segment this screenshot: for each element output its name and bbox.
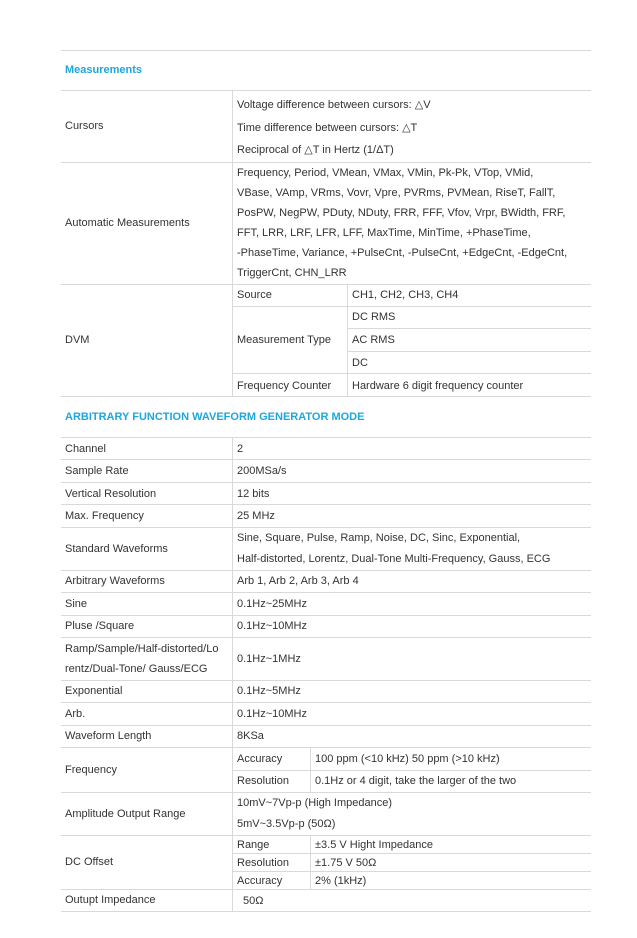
automatic-measurements-line: -PhaseTime, Variance, +PulseCnt, -PulseCnt, +EdgeCnt, -EdgeCnt, (237, 247, 568, 259)
column-divider (232, 90, 233, 396)
divider (61, 747, 591, 748)
divider (233, 871, 591, 872)
column-divider (347, 284, 348, 396)
row-label-max-frequency: Max. Frequency (65, 510, 144, 522)
cursor-value: Time difference between cursors: △T (237, 122, 418, 134)
divider (233, 853, 591, 854)
sine-value: 0.1Hz~25MHz (237, 598, 308, 610)
row-label-arb: Arb. (65, 708, 86, 720)
row-label-dvm: DVM (65, 334, 90, 346)
divider (61, 889, 591, 890)
output-impedance-value: 50Ω (243, 895, 264, 907)
frequency-accuracy-value: 100 ppm (<10 kHz) 50 ppm (>10 kHz) (315, 753, 500, 765)
cursor-value: Reciprocal of △T in Hertz (1/ΔT) (237, 144, 394, 156)
top-divider (61, 50, 591, 51)
divider (61, 725, 591, 726)
dvm-type-value: DC (352, 357, 368, 369)
dvm-source-value: CH1, CH2, CH3, CH4 (352, 289, 459, 301)
channel-value: 2 (237, 443, 244, 455)
dc-offset-range-value: ±3.5 V Hight Impedance (315, 839, 433, 851)
section-title-awg: ARBITRARY FUNCTION WAVEFORM GENERATOR MODE (65, 411, 365, 423)
dc-offset-accuracy-label: Accuracy (237, 875, 283, 887)
waveform-length-value: 8KSa (237, 730, 264, 742)
row-label-standard-waveforms: Standard Waveforms (65, 543, 168, 555)
frequency-resolution-label: Resolution (237, 775, 289, 787)
row-label-output-impedance: Outupt Impedance (65, 894, 156, 906)
divider (61, 504, 591, 505)
row-label-ramp-group: rentz/Dual-Tone/ Gauss/ECG (65, 663, 208, 675)
column-divider (232, 437, 233, 911)
row-label-arbitrary-waveforms: Arbitrary Waveforms (65, 575, 165, 587)
row-label-ramp-group: Ramp/Sample/Half-distorted/Lo (65, 643, 219, 655)
divider (61, 680, 591, 681)
automatic-measurements-line: PosPW, NegPW, PDuty, NDuty, FRR, FFF, Vfov, Vrpr, BWidth, FRF, (237, 207, 566, 219)
automatic-measurements-line: FFT, LRR, LRF, LFR, LFF, MaxTime, MinTime, +PhaseTime, (237, 227, 531, 239)
divider (61, 792, 591, 793)
divider (233, 373, 591, 374)
amplitude-line: 10mV~7Vp-p (High Impedance) (237, 797, 392, 809)
column-divider (310, 747, 311, 792)
row-label-frequency: Frequency (65, 764, 117, 776)
divider (61, 592, 591, 593)
automatic-measurements-line: TriggerCnt, CHN_LRR (237, 267, 347, 279)
arb-value: 0.1Hz~10MHz (237, 708, 308, 720)
section-title-measurements: Measurements (65, 64, 143, 76)
row-label-sine: Sine (65, 598, 88, 610)
max-frequency-value: 25 MHz (237, 510, 275, 522)
divider (61, 90, 591, 91)
pulse-square-value: 0.1Hz~10MHz (237, 620, 308, 632)
dvm-source-label: Source (237, 289, 272, 301)
row-label-vertical-resolution: Vertical Resolution (65, 488, 157, 500)
automatic-measurements-line: VBase, VAmp, VRms, Vovr, Vpre, PVRms, PVMean, RiseT, FallT, (237, 187, 556, 199)
dvm-counter-label: Frequency Counter (237, 380, 332, 392)
row-label-sample-rate: Sample Rate (65, 465, 129, 477)
vertical-resolution-value: 12 bits (237, 488, 270, 500)
divider (348, 351, 591, 352)
sample-rate-value: 200MSa/s (237, 465, 287, 477)
automatic-measurements-line: Frequency, Period, VMean, VMax, VMin, Pk-Pk, VTop, VMid, (237, 167, 534, 179)
dc-offset-range-label: Range (237, 839, 270, 851)
row-label-amplitude-output-range: Amplitude Output Range (65, 808, 186, 820)
divider (61, 615, 591, 616)
divider (61, 702, 591, 703)
exponential-value: 0.1Hz~5MHz (237, 685, 301, 697)
divider (348, 328, 591, 329)
row-label-waveform-length: Waveform Length (65, 730, 152, 742)
row-label-automatic-measurements: Automatic Measurements (65, 217, 190, 229)
divider (61, 162, 591, 163)
divider (61, 396, 591, 397)
divider (61, 570, 591, 571)
row-label-cursors: Cursors (65, 120, 104, 132)
dvm-counter-value: Hardware 6 digit frequency counter (352, 380, 524, 392)
row-label-dc-offset: DC Offset (65, 856, 114, 868)
row-label-exponential: Exponential (65, 685, 123, 697)
arbitrary-waveforms-value: Arb 1, Arb 2, Arb 3, Arb 4 (237, 575, 359, 587)
standard-waveforms-line: Sine, Square, Pulse, Ramp, Noise, DC, Sinc, Exponential, (237, 532, 521, 544)
row-label-channel: Channel (65, 443, 106, 455)
divider (233, 770, 591, 771)
divider (61, 835, 591, 836)
divider (61, 637, 591, 638)
divider (61, 459, 591, 460)
ramp-group-value: 0.1Hz~1MHz (237, 653, 301, 665)
dvm-type-value: AC RMS (352, 334, 395, 346)
divider (61, 284, 591, 285)
divider (61, 437, 591, 438)
standard-waveforms-line: Half-distorted, Lorentz, Dual-Tone Multi-Frequency, Gauss, ECG (237, 553, 551, 565)
dvm-type-label: Measurement Type (237, 334, 331, 346)
dc-offset-accuracy-value: 2% (1kHz) (315, 875, 367, 887)
divider (233, 306, 591, 307)
dc-offset-resolution-value: ±1.75 V 50Ω (315, 857, 377, 869)
amplitude-line: 5mV~3.5Vp-p (50Ω) (237, 818, 336, 830)
bottom-divider (61, 911, 591, 912)
frequency-resolution-value: 0.1Hz or 4 digit, take the larger of the two (315, 775, 517, 787)
divider (61, 527, 591, 528)
dvm-type-value: DC RMS (352, 311, 396, 323)
divider (61, 482, 591, 483)
frequency-accuracy-label: Accuracy (237, 753, 283, 765)
cursor-value: Voltage difference between cursors: △V (237, 99, 431, 111)
dc-offset-resolution-label: Resolution (237, 857, 289, 869)
column-divider (310, 835, 311, 889)
row-label-pulse-square: Pluse /Square (65, 620, 135, 632)
